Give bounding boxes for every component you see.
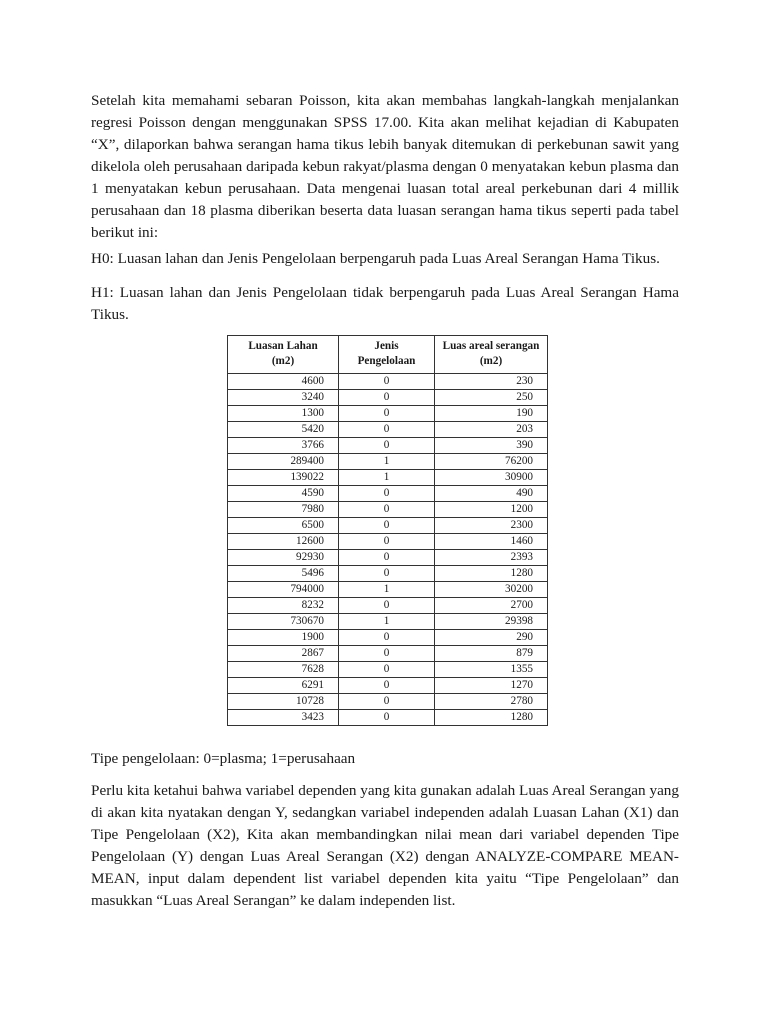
table-row	[228, 662, 548, 678]
cell-jenis-pengelolaan: 0	[339, 502, 435, 518]
cell-luasan-lahan: 139022	[228, 470, 339, 486]
cell-luasan-lahan: 1900	[228, 630, 339, 646]
cell-jenis-pengelolaan: 1	[339, 454, 435, 470]
cell-luasan-lahan: 4590	[228, 486, 339, 502]
cell-luasan-lahan: 8232	[228, 598, 339, 614]
data-table	[227, 335, 548, 726]
cell-luasan-lahan: 5496	[228, 566, 339, 582]
table-row	[228, 582, 548, 598]
cell-luasan-lahan: 1300	[228, 406, 339, 422]
cell-jenis-pengelolaan: 1	[339, 582, 435, 598]
cell-luasan-lahan: 7628	[228, 662, 339, 678]
header-text: Luasan Lahan	[248, 340, 318, 352]
table-row	[228, 470, 548, 486]
cell-luas-serangan: 1280	[435, 566, 548, 582]
cell-luas-serangan: 1355	[435, 662, 548, 678]
hypothesis-h1: H1: Luasan lahan dan Jenis Pengelolaan tidak berpengaruh pada Luas Areal Serangan Hama Tikus.	[91, 284, 679, 323]
intro-paragraph: Setelah kita memahami sebaran Poisson, kita akan membahas langkah-langkah menjalankan regresi Poisson dengan menggunakan SPSS 17.00. Kita akan melihat kejadian di Kabupaten “X”, dilaporkan bahwa serangan hama tikus lebih banyak ditemukan di perkebunan sawit yang dikelola oleh perusahaan daripada kebun rakyat/plasma dengan 0 menyatakan kebun plasma dan 1 menyatakan kebun perusahaan. Data mengenai luasan total areal perkebunan dari 4 millik perusahaan dan 18 plasma diberikan beserta data luasan serangan hama tikus seperti pada tabel berikut ini:	[91, 92, 679, 241]
cell-luasan-lahan: 12600	[228, 534, 339, 550]
cell-luas-serangan: 2700	[435, 598, 548, 614]
table-row	[228, 422, 548, 438]
table-row	[228, 438, 548, 454]
cell-jenis-pengelolaan: 0	[339, 422, 435, 438]
cell-luasan-lahan: 10728	[228, 694, 339, 710]
table-row	[228, 710, 548, 726]
table-row	[228, 550, 548, 566]
cell-jenis-pengelolaan: 1	[339, 614, 435, 630]
table-row	[228, 598, 548, 614]
cell-luas-serangan: 76200	[435, 454, 548, 470]
cell-luas-serangan: 230	[435, 374, 548, 390]
table-row	[228, 646, 548, 662]
cell-jenis-pengelolaan: 0	[339, 598, 435, 614]
cell-jenis-pengelolaan: 0	[339, 390, 435, 406]
table-row	[228, 534, 548, 550]
cell-jenis-pengelolaan: 0	[339, 534, 435, 550]
table-row	[228, 694, 548, 710]
cell-luasan-lahan: 5420	[228, 422, 339, 438]
table-row	[228, 566, 548, 582]
legend-note: Tipe pengelolaan: 0=plasma; 1=perusahaan	[91, 750, 356, 767]
explanation-paragraph: Perlu kita ketahui bahwa variabel dependen yang kita gunakan adalah Luas Areal Serangan yang di akan kita nyatakan dengan Y, sedangkan variabel independen adalah Luasan Lahan (X1) dan Tipe Pengelolaan (X2), Kita akan membandingkan nilai mean dari variabel dependen Tipe Pengelolaan (Y) dengan Luas Areal Serangan (X2) dengan ANALYZE-COMPARE MEAN-MEAN, input dalam dependent list variabel dependen kita yaitu “Tipe Pengelolaan” dan masukkan “Luas Areal Serangan” ke dalam independen list.	[91, 782, 679, 909]
cell-luasan-lahan: 7980	[228, 502, 339, 518]
cell-luas-serangan: 490	[435, 486, 548, 502]
cell-luas-serangan: 290	[435, 630, 548, 646]
table-row	[228, 486, 548, 502]
cell-jenis-pengelolaan: 0	[339, 566, 435, 582]
cell-luas-serangan: 1270	[435, 678, 548, 694]
cell-jenis-pengelolaan: 0	[339, 646, 435, 662]
cell-luasan-lahan: 289400	[228, 454, 339, 470]
cell-luas-serangan: 30200	[435, 582, 548, 598]
cell-luasan-lahan: 4600	[228, 374, 339, 390]
table-row	[228, 678, 548, 694]
table-row	[228, 374, 548, 390]
table-header-row	[228, 336, 548, 374]
cell-luas-serangan: 1280	[435, 710, 548, 726]
header-unit: (m2)	[479, 355, 503, 367]
cell-jenis-pengelolaan: 0	[339, 518, 435, 534]
cell-luas-serangan: 2300	[435, 518, 548, 534]
cell-luas-serangan: 879	[435, 646, 548, 662]
cell-luasan-lahan: 6291	[228, 678, 339, 694]
cell-luas-serangan: 203	[435, 422, 548, 438]
cell-luas-serangan: 250	[435, 390, 548, 406]
cell-luas-serangan: 390	[435, 438, 548, 454]
hypothesis-h0: H0: Luasan lahan dan Jenis Pengelolaan berpengaruh pada Luas Areal Serangan Hama Tikus.	[91, 250, 660, 267]
cell-jenis-pengelolaan: 0	[339, 486, 435, 502]
table-row	[228, 630, 548, 646]
cell-luasan-lahan: 3766	[228, 438, 339, 454]
cell-luas-serangan: 2393	[435, 550, 548, 566]
cell-jenis-pengelolaan: 0	[339, 406, 435, 422]
cell-luas-serangan: 190	[435, 406, 548, 422]
cell-jenis-pengelolaan: 0	[339, 374, 435, 390]
cell-jenis-pengelolaan: 1	[339, 470, 435, 486]
table-row	[228, 502, 548, 518]
table-row	[228, 390, 548, 406]
header-text: Jenis Pengelolaan	[357, 340, 416, 367]
header-jenis-pengelolaan	[339, 336, 435, 374]
cell-luasan-lahan: 3423	[228, 710, 339, 726]
cell-jenis-pengelolaan: 0	[339, 438, 435, 454]
cell-jenis-pengelolaan: 0	[339, 662, 435, 678]
cell-luasan-lahan: 2867	[228, 646, 339, 662]
data-table-container	[227, 335, 548, 726]
header-unit: (m2)	[271, 355, 295, 367]
cell-luas-serangan: 30900	[435, 470, 548, 486]
table-row	[228, 454, 548, 470]
table-row	[228, 614, 548, 630]
cell-luasan-lahan: 92930	[228, 550, 339, 566]
cell-jenis-pengelolaan: 0	[339, 678, 435, 694]
cell-luasan-lahan: 3240	[228, 390, 339, 406]
cell-luasan-lahan: 730670	[228, 614, 339, 630]
header-text: Luas areal serangan	[442, 340, 540, 352]
cell-luas-serangan: 1200	[435, 502, 548, 518]
header-luas-areal-serangan	[435, 336, 548, 374]
table-row	[228, 518, 548, 534]
cell-jenis-pengelolaan: 0	[339, 630, 435, 646]
cell-jenis-pengelolaan: 0	[339, 550, 435, 566]
cell-luasan-lahan: 6500	[228, 518, 339, 534]
cell-luas-serangan: 1460	[435, 534, 548, 550]
cell-jenis-pengelolaan: 0	[339, 710, 435, 726]
cell-jenis-pengelolaan: 0	[339, 694, 435, 710]
cell-luas-serangan: 2780	[435, 694, 548, 710]
cell-luasan-lahan: 794000	[228, 582, 339, 598]
table-row	[228, 406, 548, 422]
header-luasan-lahan	[228, 336, 339, 374]
table-body	[228, 374, 548, 726]
cell-luas-serangan: 29398	[435, 614, 548, 630]
